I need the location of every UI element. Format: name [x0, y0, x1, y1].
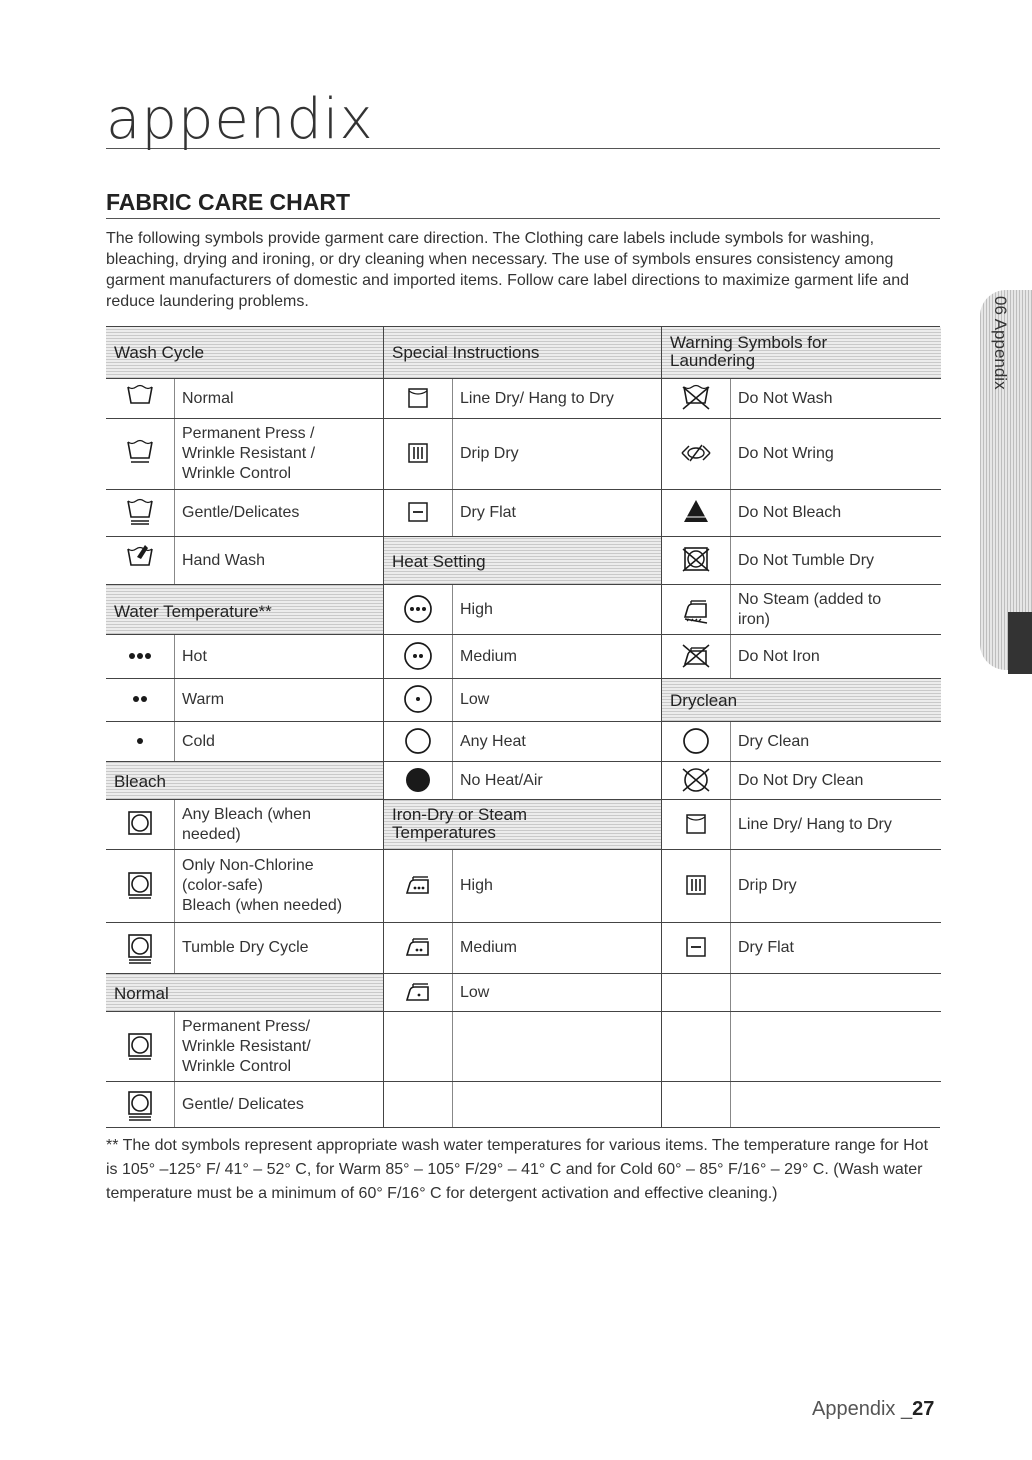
line-dry-icon — [679, 807, 713, 843]
tumble-dry-permanent-press-icon — [123, 868, 157, 904]
tumble-dry-gentle-icon — [123, 930, 157, 966]
empty-cell — [662, 973, 941, 1011]
dryclean-header: Dryclean — [662, 678, 941, 721]
do-not-wring-icon — [679, 436, 713, 472]
list-item: Hand Wash — [106, 536, 383, 584]
footnote: ** The dot symbols represent appropriate wash water temperatures for various items. The temperature range for Hot is 105° –125° F/ 41° – 52° C, for Warm 85° – 105° F/29° – 41° C and for Cold 60° – 85° F/16° – 29° C. (Wash water temperature must be a minimum of 60° F/16° C for detergent activation and effective cleaning.) — [106, 1137, 929, 1202]
iron-three-dots-icon — [401, 868, 435, 904]
fabric-care-table — [106, 326, 940, 1128]
warning-symbols-header: Warning Symbols for Laundering — [662, 327, 941, 378]
do-not-iron-icon — [679, 639, 713, 675]
list-item: High — [384, 584, 662, 634]
list-item: Warm — [106, 678, 383, 721]
list-item: Drip Dry — [662, 849, 941, 922]
list-item: Any Bleach (when needed) — [106, 799, 383, 849]
side-tab-marker — [1008, 612, 1032, 674]
dry-clean-circle-icon — [679, 724, 713, 760]
list-item: Do Not Tumble Dry — [662, 536, 941, 584]
iron-two-dots-icon — [401, 930, 435, 966]
section-title: FABRIC CARE CHART — [106, 189, 940, 219]
circle-two-dots-icon — [401, 639, 435, 675]
do-not-tumble-dry-icon — [679, 543, 713, 579]
wash-cycle-header: Wash Cycle — [106, 327, 383, 378]
list-item: Dry Flat — [662, 922, 941, 973]
special-instructions-header: Special Instructions — [384, 327, 662, 378]
normal-header: Normal — [106, 973, 383, 1011]
hand-wash-icon — [123, 543, 157, 579]
list-item: Hot — [106, 634, 383, 678]
list-item: Permanent Press/ Wrinkle Resistant/ Wrinkle Control — [106, 1011, 383, 1081]
list-item: Gentle/Delicates — [106, 489, 383, 536]
iron-one-dot-icon — [401, 975, 435, 1011]
drip-dry-icon — [679, 868, 713, 904]
list-item: Normal — [106, 378, 383, 418]
line-dry-icon — [401, 381, 435, 417]
do-not-bleach-icon — [679, 495, 713, 531]
list-item: Any Heat — [384, 721, 662, 761]
page-footer — [812, 1398, 934, 1421]
list-item: Low — [384, 678, 662, 721]
bleach-header: Bleach — [106, 761, 383, 799]
side-tab-label: 06 Appendix — [991, 296, 1010, 390]
one-dot-icon — [123, 724, 157, 760]
three-dots-icon — [123, 639, 157, 675]
wash-tub-permanent-press-icon — [123, 436, 157, 472]
two-dots-icon — [123, 682, 157, 718]
column-special — [383, 327, 662, 1127]
tumble-dry-permanent-press-icon — [123, 1029, 157, 1065]
circle-one-dot-icon — [401, 682, 435, 718]
do-not-dry-clean-icon — [679, 763, 713, 799]
do-not-wash-icon — [679, 381, 713, 417]
list-item: Medium — [384, 922, 662, 973]
page-number: 27 — [912, 1398, 935, 1420]
list-item: Do Not Wash — [662, 378, 941, 418]
dry-flat-icon — [679, 930, 713, 966]
list-item: Drip Dry — [384, 418, 662, 489]
list-item: Low — [384, 973, 662, 1011]
list-item: No Heat/Air — [384, 761, 662, 799]
circle-icon — [401, 724, 435, 760]
list-item: Cold — [106, 721, 383, 761]
dry-flat-icon — [401, 495, 435, 531]
list-item: Do Not Bleach — [662, 489, 941, 536]
water-temperature-header: Water Temperature** — [106, 584, 383, 634]
page-heading: appendix — [106, 92, 940, 149]
wash-tub-icon — [123, 381, 157, 417]
tumble-dry-icon — [123, 807, 157, 843]
page-label: Appendix _ — [812, 1398, 913, 1420]
column-warning — [661, 327, 941, 1127]
empty-cell — [384, 1081, 662, 1127]
list-item: Only Non-Chlorine (color-safe) Bleach (when needed) — [106, 849, 383, 922]
list-item: Line Dry/ Hang to Dry — [384, 378, 662, 418]
wash-tub-gentle-icon — [123, 495, 157, 531]
iron-temperatures-header: Iron-Dry or Steam Temperatures — [384, 799, 662, 849]
no-steam-icon — [679, 592, 713, 628]
list-item: Do Not Wring — [662, 418, 941, 489]
column-wash — [106, 327, 383, 1127]
empty-cell — [662, 1081, 941, 1127]
heat-setting-header: Heat Setting — [384, 536, 662, 584]
filled-circle-icon — [401, 763, 435, 799]
list-item: High — [384, 849, 662, 922]
list-item: Dry Flat — [384, 489, 662, 536]
empty-cell — [662, 1011, 941, 1081]
list-item: Medium — [384, 634, 662, 678]
list-item: Do Not Iron — [662, 634, 941, 678]
list-item: Dry Clean — [662, 721, 941, 761]
circle-three-dots-icon — [401, 592, 435, 628]
list-item: Permanent Press / Wrinkle Resistant / Wrinkle Control — [106, 418, 383, 489]
list-item: Tumble Dry Cycle — [106, 922, 383, 973]
drip-dry-icon — [401, 436, 435, 472]
list-item: No Steam (added to iron) — [662, 584, 941, 634]
list-item: Do Not Dry Clean — [662, 761, 941, 799]
intro-paragraph: The following symbols provide garment care direction. The Clothing care labels include symbols for washing, bleaching, drying and ironing, or dry cleaning when necessary. The use of symbols ensures consistency among garment manufacturers of domestic and imported items. Follow care label directions to maximize garment life and reduce laundering problems. — [106, 230, 910, 310]
list-item: Line Dry/ Hang to Dry — [662, 799, 941, 849]
list-item: Gentle/ Delicates — [106, 1081, 383, 1127]
tumble-dry-gentle-icon — [123, 1087, 157, 1123]
empty-cell — [384, 1011, 662, 1081]
